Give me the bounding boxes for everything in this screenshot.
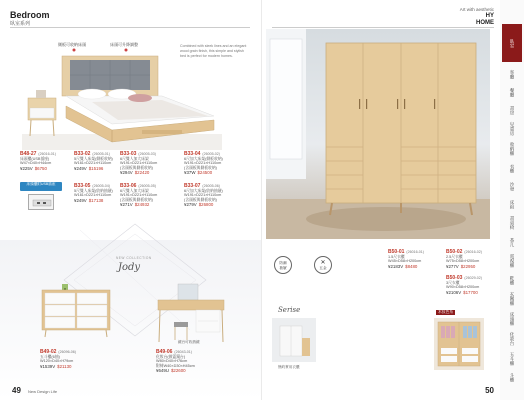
page-subtitle: 臥室系列	[10, 21, 31, 27]
dresser-image	[40, 282, 112, 338]
jody-caption: NEW COLLECTION	[116, 256, 152, 260]
product-b50-03: B50-03 (26029-02) 3尺衣櫃 W90×D58×H200cm ¥2106V $17700	[446, 275, 482, 295]
wardrobe-room-photo	[266, 29, 490, 239]
bed-scene-image	[22, 46, 222, 150]
tab-item[interactable]: 電視櫃	[510, 254, 515, 268]
tab-item[interactable]: 床頭櫃	[510, 312, 515, 326]
bed-description: Combined with sleek lines and an elegant wood grain finish, this simple and stylish bed is perfect for modern homes.	[180, 44, 247, 58]
page-footer-tagline: New Design Life	[28, 389, 58, 394]
tab-item[interactable]: 床組	[510, 199, 515, 209]
open-wardrobe-image	[434, 318, 484, 370]
product-b33-07: B33-07 (26005-06) 6尺加大床架(收納抽屜) W191×D221×H110cm (含頭板與側板收納) ¥279V $26800	[184, 183, 223, 208]
brand-line-2: HOME	[476, 20, 494, 26]
product-b33-06: B33-06 (26005-05) 6尺雙人加大床架 W191×D221×H110cm (含頭板與側板收納) ¥271V $24932	[120, 183, 158, 208]
vanity-image	[156, 282, 226, 344]
product-b33-02: B33-02 (26005-01) 5尺雙人床架(側板收納) W161×D221×H110cm ¥249V $15196	[74, 151, 113, 171]
tab-item[interactable]: 兒童房	[510, 122, 515, 136]
tab-item[interactable]: 書桌椅	[510, 216, 515, 230]
page-number-right: 50	[485, 386, 494, 395]
product-b33-03: B33-03 (26005-03) 6尺雙人加大床架 W191×D221×H110cm (含頭板與側板收納) ¥294V $22420	[120, 151, 158, 176]
tab-item[interactable]: 茶几	[510, 237, 515, 247]
serise-thumbnail	[272, 318, 316, 362]
product-b50-01: B50-01 (26016-01) 1.5尺衣櫃 W45×D58×H200cm ¥2183V $8480	[388, 249, 424, 269]
product-b49-02: B49-02 (26096-06) 五斗櫃(6抽) W120×D40×H79cm ¥1539V $21130	[40, 349, 76, 369]
tab-item[interactable]: 玄關櫃	[510, 292, 515, 306]
tab-item[interactable]: 化妝台	[510, 332, 515, 346]
product-b50-02: B50-02 (26016-02) 2.5尺衣櫃 W75×D58×H200cm ¥277V $22950	[446, 249, 482, 269]
serise-note: 簡約實用衣櫃	[278, 365, 300, 369]
product-b49-06: B49-06 (26043-01) 化妝台(掀蓋鏡台) W80×D40×H76cm 附椅W40×D30×H45cm ¥649U $22600	[156, 349, 195, 374]
page-number-left: 49	[12, 386, 21, 395]
tab-item[interactable]: 衣櫃	[510, 163, 515, 173]
tab-item[interactable]: 斗櫃	[510, 372, 515, 382]
header-rule-right	[272, 27, 494, 28]
jody-title: Jody	[118, 262, 141, 273]
moisture-drawer-icon: 防潮 抽屜	[274, 256, 292, 274]
usb-badge: 床頭櫃附USB插座	[20, 182, 62, 191]
brand-line-1: HY	[485, 13, 494, 19]
tab-item[interactable]: 五斗櫃	[510, 352, 515, 366]
serise-title: Serise	[278, 306, 301, 314]
callout-headboard: 床頭可升降調整	[110, 42, 138, 47]
usb-thumbnail	[28, 194, 54, 210]
callout-side-storage: 側板可收納床頭	[58, 42, 86, 47]
product-b33-04: B33-04 (26005-02) 6尺加大床架(側板收納) W191×D221×H110cm (含頭板與側板收納) ¥37W $24500	[184, 151, 223, 176]
tab-item[interactable]: 餐廳	[510, 87, 515, 97]
mirror-note: 鏡台可收納鏡	[178, 340, 200, 344]
header-rule	[10, 27, 250, 28]
tab-item[interactable]: 書房	[510, 105, 515, 115]
tab-item[interactable]: 收納櫃	[510, 142, 515, 156]
page-title: Bedroom	[10, 10, 50, 20]
product-b33-05: B33-05 (26005-04) 5尺雙人床架(收納抽屜) W161×D221×H110cm ¥249V $17138	[74, 183, 113, 203]
tab-item[interactable]: 沙發	[510, 181, 515, 191]
product-b48-27: B48-27 (26016-01) 床頭櫃(USB插座) W47×D40×H44cm ¥225V $6750	[20, 151, 56, 171]
hardware-icon: ✕ 五金	[314, 256, 332, 274]
tab-active-category[interactable]: 臥室	[502, 24, 522, 62]
tab-item[interactable]: 客廳	[510, 69, 515, 79]
category-tab-strip	[500, 0, 524, 400]
color-label: 木紋色系	[438, 310, 454, 314]
right-caption: Art with aesthetic	[459, 7, 494, 12]
tab-item[interactable]: 鞋櫃	[510, 275, 515, 285]
